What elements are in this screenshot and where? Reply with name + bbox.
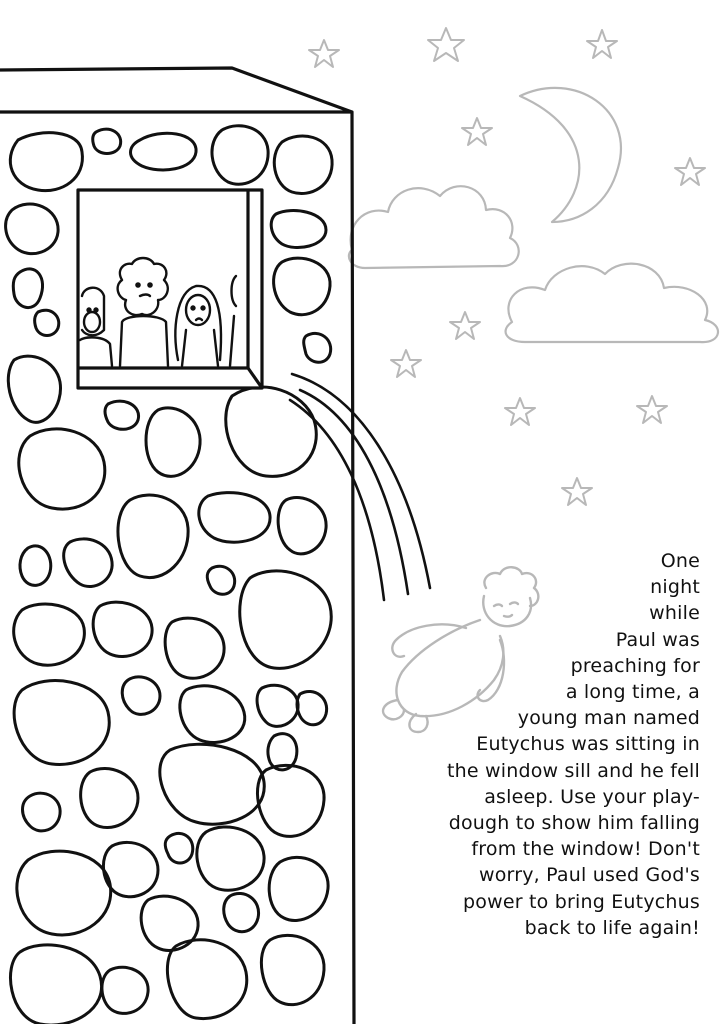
story-line: worry, Paul used God's xyxy=(478,864,700,887)
stone-shape xyxy=(257,765,324,836)
stone-shape xyxy=(160,744,264,824)
story-line: Eutychus was sitting in xyxy=(476,733,700,756)
star-icon xyxy=(587,30,617,58)
stone-shape xyxy=(199,493,270,543)
stone-shape xyxy=(297,691,327,724)
stone-shape xyxy=(13,269,42,308)
stone-shape xyxy=(17,851,111,935)
stone-shape xyxy=(103,842,158,896)
star-icon xyxy=(309,40,339,67)
window xyxy=(78,190,262,388)
story-line: asleep. Use your play- xyxy=(484,785,700,808)
stone-shape xyxy=(212,126,268,185)
stone-shape xyxy=(146,408,200,476)
stone-shape xyxy=(240,571,331,668)
stone-shape xyxy=(118,495,188,578)
star-icon xyxy=(562,478,592,505)
stone-shape xyxy=(274,136,332,194)
stone-shape xyxy=(131,133,197,170)
story-line: One xyxy=(660,550,700,572)
story-line: power to bring Eutychus xyxy=(463,890,700,913)
stone-shape xyxy=(224,893,259,931)
crescent-moon-icon xyxy=(520,88,621,222)
stone-shape xyxy=(207,566,234,594)
story-line: preaching for xyxy=(570,654,700,677)
stone-shape xyxy=(165,833,193,863)
night-sky xyxy=(349,88,718,342)
stone-shape xyxy=(14,681,109,765)
star-icon xyxy=(505,398,535,425)
stone-shape xyxy=(10,133,82,191)
story-line: dough to show him falling xyxy=(448,812,700,835)
story-line: night xyxy=(650,576,700,599)
stone-shape xyxy=(122,677,160,715)
stone-shape xyxy=(167,940,246,1019)
story-line: a long time, a xyxy=(565,681,700,704)
stone-shape xyxy=(6,204,58,254)
stone-shape xyxy=(14,604,85,665)
star-icon xyxy=(450,312,480,339)
stone-shape xyxy=(93,602,152,656)
star-icon xyxy=(462,118,492,145)
star-icon xyxy=(675,158,705,185)
story-text xyxy=(360,548,700,941)
cloud-icon xyxy=(349,186,519,268)
story-line: Paul was xyxy=(615,628,700,651)
stone-shape xyxy=(20,546,51,585)
stone-shape xyxy=(274,258,331,315)
stone-shape xyxy=(81,768,138,827)
stone-shape xyxy=(19,429,105,509)
story-line: back to life again! xyxy=(524,916,700,939)
stone-shape xyxy=(304,333,331,362)
stone-shape xyxy=(10,945,101,1024)
story-line: young man named xyxy=(517,707,700,730)
stone-shape xyxy=(35,310,59,335)
stone-shape xyxy=(64,539,112,587)
stone-shape xyxy=(23,793,61,831)
stone-shape xyxy=(261,935,324,1004)
stone-shape xyxy=(180,686,245,743)
story-line: from the window! Don't xyxy=(471,838,700,861)
stone-shape xyxy=(269,857,328,920)
stone-shape xyxy=(197,827,264,890)
stone-shape xyxy=(102,967,148,1013)
cloud-icon xyxy=(506,264,718,342)
stone-shape xyxy=(165,618,224,678)
stone-shape xyxy=(105,401,139,429)
stone-shape xyxy=(257,685,298,726)
stone-shape xyxy=(271,211,326,248)
story-line: while xyxy=(649,602,700,625)
star-icon xyxy=(391,350,421,377)
star-icon xyxy=(637,396,667,423)
stone-shape xyxy=(278,498,326,554)
stone-shape xyxy=(93,129,121,153)
stone-shape xyxy=(226,387,317,476)
stone-shape xyxy=(8,356,60,422)
story-line: the window sill and he fell xyxy=(446,759,700,782)
star-icon xyxy=(428,28,464,61)
